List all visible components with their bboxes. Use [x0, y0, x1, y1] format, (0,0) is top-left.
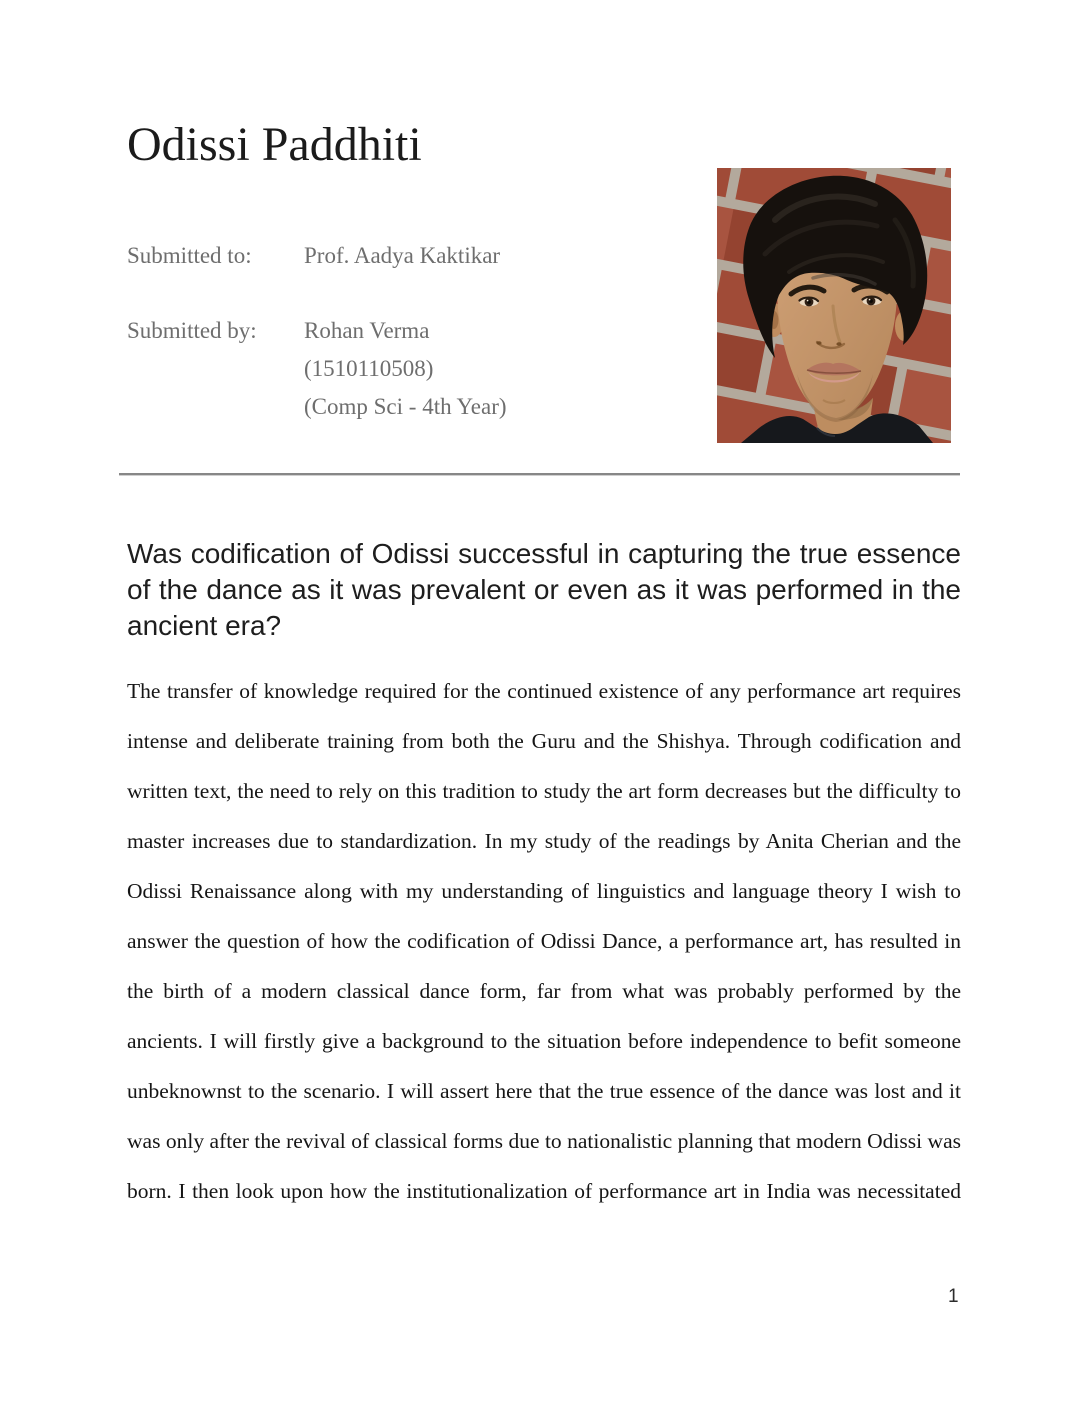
body-paragraph: The transfer of knowledge required for the continued existence of any performance art requires intense and deliberate training from both the Guru and the Shishya. Through codification and written text, the need to rely on this tradition to study the art form decreases but the difficulty to master increases due to standardization. In my study of the readings by Anita Cherian and the Odissi Renaissance along with my understanding of linguistics and language theory I wish to answer the question of how the codification of Odissi Dance, a performance art, has resulted in the birth of a modern classical dance form, far from what was probably performed by the ancients. I will firstly give a background to the situation before independence to befit someone unbeknownst to the scenario. I will assert here that the true essence of the dance was lost and it was only after the revival of classical forms due to nationalistic planning that modern Odissi was born. I then look upon how the institutionalization of performance art in India was necessitated [127, 679, 961, 1203]
question-heading: Was codification of Odissi successful in capturing the true essence of the dance as it was prevalent or even as it was performed in the ancient era? [127, 538, 961, 641]
student-portrait-photo [717, 168, 951, 443]
section-divider [119, 473, 960, 476]
submitted-to-value: Prof. Aadya Kaktikar [304, 243, 501, 268]
submitted-by-details [304, 312, 507, 426]
portrait-illustration [717, 168, 951, 443]
submitted-by-roll-number: (1510110508) [304, 356, 434, 381]
page-number: 1 [948, 1286, 959, 1307]
document-title: Odissi Paddhiti [127, 118, 422, 171]
submitted-by-label: Submitted by: [127, 318, 257, 343]
submitted-by-name: Rohan Verma [304, 318, 430, 343]
submitted-to-row [127, 240, 500, 272]
submitted-by-program: (Comp Sci - 4th Year) [304, 394, 507, 419]
submitted-to-label: Submitted to: [127, 243, 252, 268]
submitted-by-row [127, 312, 507, 426]
